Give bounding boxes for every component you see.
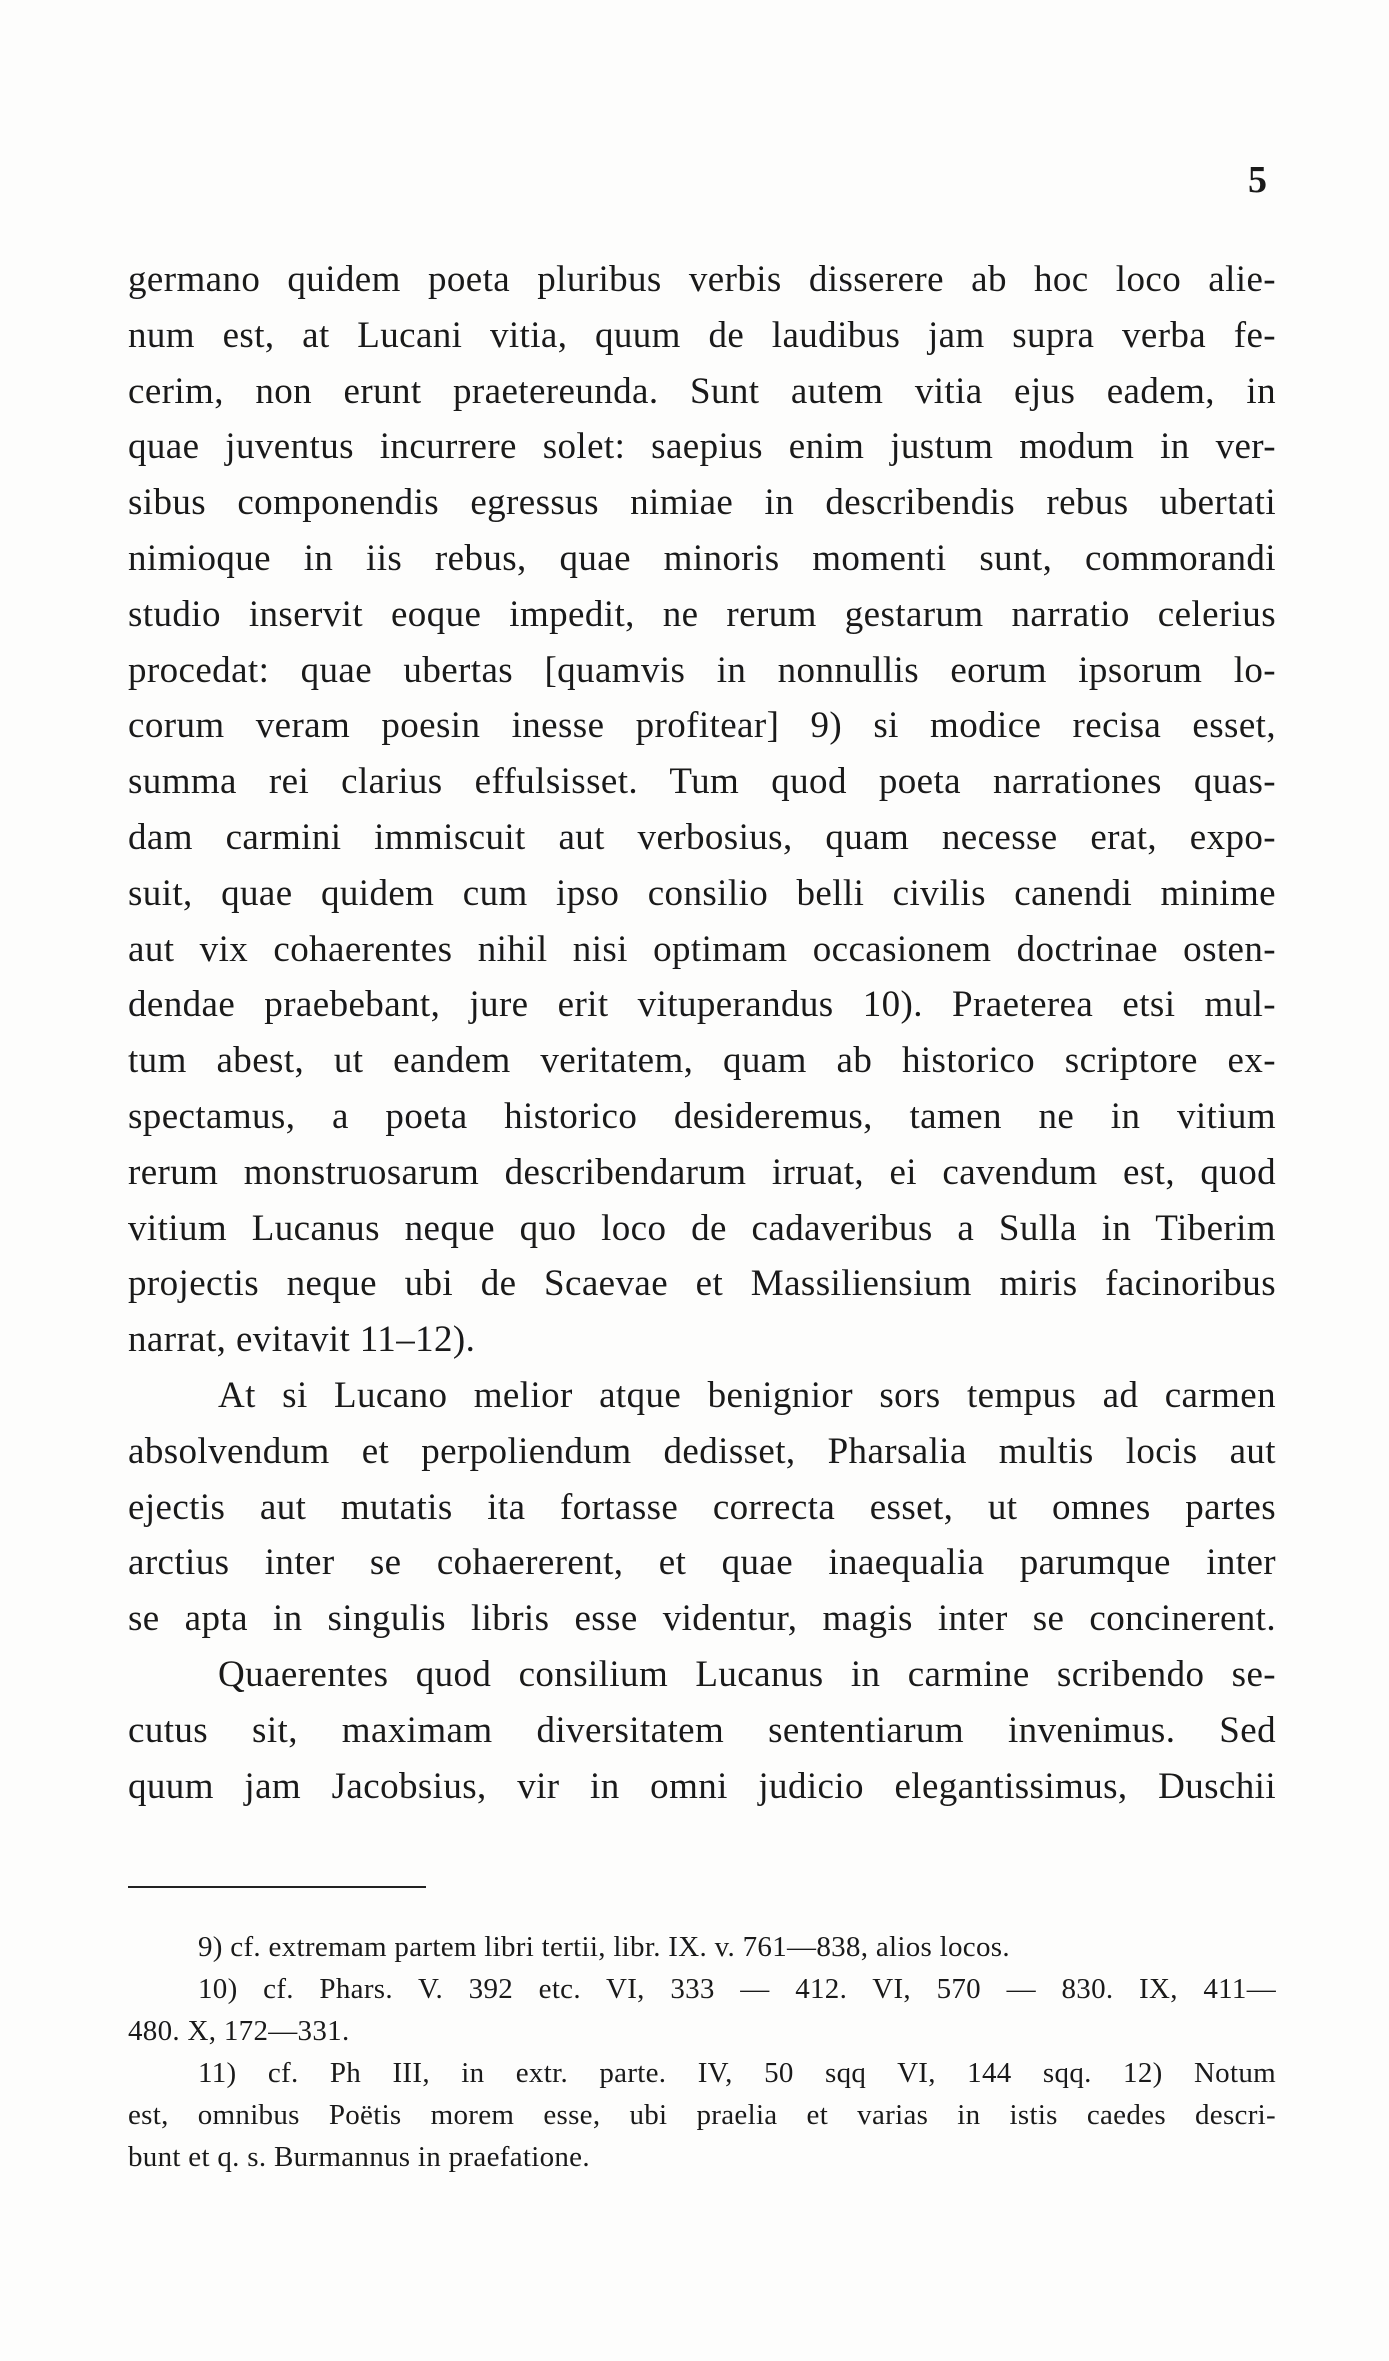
footnote-line: 10) cf. Phars. V. 392 etc. VI, 333 — 412. VI, 570 — 830. IX, 411— [198,1973,1276,2005]
text-line: quae juventus incurrere solet: saepius enim justum modum in ver- [128,426,1276,468]
text-line: cerim, non erunt praetereunda. Sunt autem vitia ejus eadem, in [128,370,1276,412]
text-line: quum jam Jacobsius, vir in omni judicio elegantissimus, Duschii [128,1765,1276,1807]
footnote-line: 9) cf. extremam partem libri tertii, libr. IX. v. 761—838, alios locos. [198,1931,1010,1963]
footnote-line: est, omnibus Poëtis morem esse, ubi praelia et varias in istis caedes descri- [128,2099,1276,2131]
text-line: nimioque in iis rebus, quae minoris momenti sunt, commorandi [128,537,1276,579]
text-line: projectis neque ubi de Scaevae et Massiliensium miris facinoribus [128,1263,1276,1305]
text-line: spectamus, a poeta historico desideremus, tamen ne in vitium [128,1095,1276,1137]
text-line: vitium Lucanus neque quo loco de cadaveribus a Sulla in Tiberim [128,1207,1276,1249]
footnote-divider [128,1886,426,1888]
text-line: dam carmini immiscuit aut verbosius, quam necesse erat, expo- [128,816,1276,858]
text-line: ejectis aut mutatis ita fortasse correcta esset, ut omnes partes [128,1486,1276,1528]
text-line: dendae praebebant, jure erit vituperandus 10). Praeterea etsi mul- [128,984,1276,1026]
text-line: germano quidem poeta pluribus verbis disserere ab hoc loco alie- [128,259,1276,300]
text-line: At si Lucano melior atque benignior sors tempus ad carmen [218,1374,1276,1416]
text-line: suit, quae quidem cum ipso consilio belli civilis canendi minime [128,872,1276,914]
text-line: rerum monstruosarum describendarum irruat, ei cavendum est, quod [128,1151,1276,1193]
text-line: tum abest, ut eandem veritatem, quam ab historico scriptore ex- [128,1040,1276,1082]
text-line: Quaerentes quod consilium Lucanus in carmine scribendo se- [218,1653,1276,1695]
text-line: arctius inter se cohaererent, et quae inaequalia parumque inter [128,1542,1276,1584]
text-line: studio inservit eoque impedit, ne rerum gestarum narratio celerius [128,593,1276,635]
footnote-line: bunt et q. s. Burmannus in praefatione. [128,2141,590,2173]
text-line: aut vix cohaerentes nihil nisi optimam occasionem doctrinae osten- [128,928,1276,970]
text-line: absolvendum et perpoliendum dedisset, Pharsalia multis locis aut [128,1430,1276,1472]
text-line: narrat, evitavit 11–12). [128,1319,476,1361]
text-line: summa rei clarius effulsisset. Tum quod poeta narrationes quas- [128,761,1276,803]
text-line: procedat: quae ubertas [quamvis in nonnullis eorum ipsorum lo- [128,649,1276,691]
page-number: 5 [1248,159,1267,201]
text-line: corum veram poesin inesse profitear] 9) si modice recisa esset, [128,705,1276,747]
text-line: cutus sit, maximam diversitatem sententiarum invenimus. Sed [128,1709,1276,1751]
footnote-line: 480. X, 172—331. [128,2015,350,2047]
footnote-line: 11) cf. Ph III, in extr. parte. IV, 50 sqq VI, 144 sqq. 12) Notum [198,2057,1276,2089]
body-text [128,252,1276,1814]
text-line: sibus componendis egressus nimiae in describendis rebus ubertati [128,482,1276,524]
text-line: se apta in singulis libris esse videntur, magis inter se concinerent. [128,1598,1276,1640]
text-line: num est, at Lucani vitia, quum de laudibus jam supra verba fe- [128,314,1276,356]
footnotes [128,1926,1276,2178]
